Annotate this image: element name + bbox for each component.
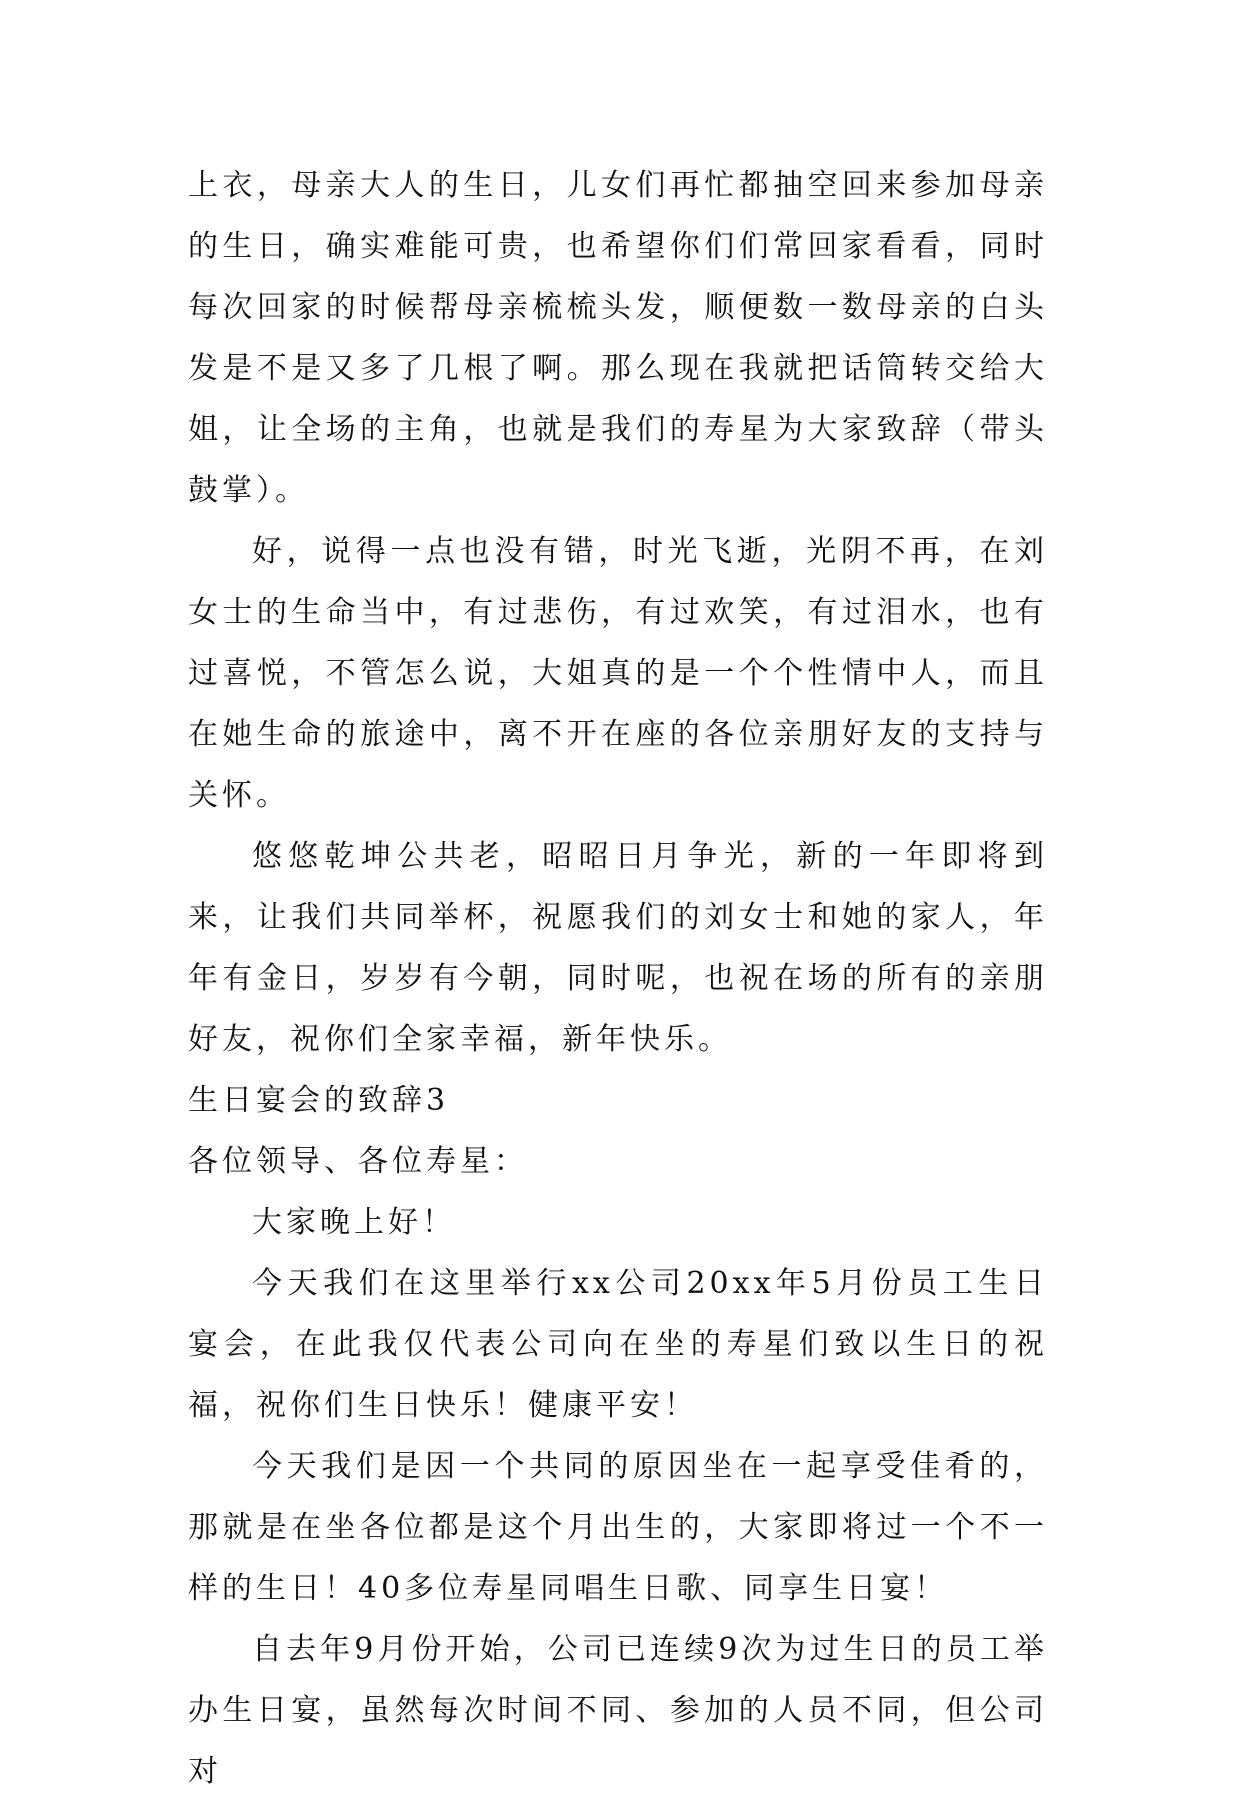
paragraph: 悠悠乾坤公共老，昭昭日月争光，新的一年即将到来，让我们共同举杯，祝愿我们的刘女士和她的家人，年年有金日，岁岁有今朝，同时呢，也祝在场的所有的亲朋好友，祝你们全家幸福，新年快乐。 — [188, 839, 1048, 1057]
paragraph: 今天我们是因一个共同的原因坐在一起享受佳肴的，那就是在坐各位都是这个月出生的，大家即将过一个不一样的生日！40多位寿星同唱生日歌、同享生日宴！ — [188, 1449, 1048, 1606]
paragraph: 自去年9月份开始，公司已连续9次为过生日的员工举办生日宴，虽然每次时间不同、参加的人员不同，但公司对 — [188, 1632, 1048, 1789]
document-body — [188, 155, 1048, 1802]
greeting: 大家晚上好！ — [252, 1205, 456, 1240]
salutation: 各位领导、各位寿星： — [188, 1144, 528, 1179]
paragraph: 今天我们在这里举行xx公司20xx年5月份员工生日宴会，在此我仅代表公司向在坐的寿星们致以生日的祝福，祝你们生日快乐！健康平安！ — [188, 1266, 1048, 1423]
paragraph-continuation: 上衣，母亲大人的生日，儿女们再忙都抽空回来参加母亲的生日，确实难能可贵，也希望你们们常回家看看，同时每次回家的时候帮母亲梳梳头发，顺便数一数母亲的白头发是不是又多了几根了啊。那么现在我就把话筒转交给大姐，让全场的主角，也就是我们的寿星为大家致辞（带头鼓掌）。 — [188, 168, 1048, 508]
paragraph: 好，说得一点也没有错，时光飞逝，光阴不再，在刘女士的生命当中，有过悲伤，有过欢笑，有过泪水，也有过喜悦，不管怎么说，大姐真的是一个个性情中人，而且在她生命的旅途中，离不开在座的各位亲朋好友的支持与关怀。 — [188, 534, 1048, 813]
section-heading: 生日宴会的致辞3 — [188, 1083, 450, 1118]
